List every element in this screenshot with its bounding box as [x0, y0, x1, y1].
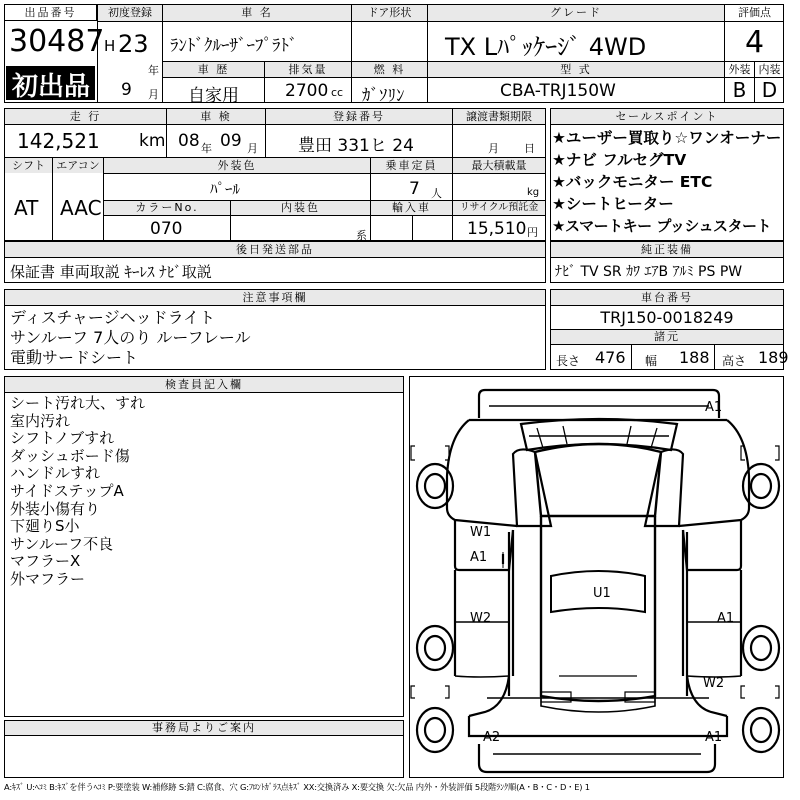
year-unit: 年	[148, 64, 159, 77]
colorno: 070	[150, 219, 183, 239]
door-label: ドア形状	[367, 6, 412, 19]
displacement: 2700	[285, 81, 329, 101]
sales-points-label: セールスポイント	[615, 110, 719, 123]
sales-point: ★スマートキー プッシュスタート	[552, 217, 772, 235]
interior-grade-label: 内装	[758, 63, 781, 76]
inspector-note: マフラーX	[10, 552, 81, 571]
history-label: 車 歴	[197, 63, 230, 76]
damage-mark-left-front-door: W1	[470, 525, 492, 540]
width: 188	[679, 348, 710, 367]
mileage-unit: km	[139, 131, 166, 151]
capacity-unit: 人	[431, 187, 442, 200]
caution-label: 注意事項欄	[242, 291, 308, 304]
damage-mark-front: A1	[705, 400, 723, 415]
caution-lines	[10, 308, 251, 368]
exterior-grade-label: 外装	[728, 63, 751, 76]
registration-label: 初度登録	[108, 6, 152, 19]
chassis-number: TRJ150-0018249	[600, 308, 734, 327]
damage-mark-right-rear-door: A1	[717, 611, 735, 626]
shift: AT	[14, 196, 39, 220]
inspection-year-unit: 年	[201, 142, 212, 155]
equipment: ﾅﾋﾞ TV SR ｶﾜ ｴｱB ｱﾙﾐ PS PW	[555, 264, 743, 280]
displacement-unit: cc	[331, 86, 344, 99]
recycle-unit: 円	[527, 226, 538, 239]
era-letter: H	[104, 37, 116, 55]
inspector-note: 下廻りS小	[10, 517, 80, 536]
sales-point: ★ナビ フルセグTV	[552, 151, 687, 169]
inspector-note: ハンドルすれ	[10, 464, 101, 483]
sales-point: ★バックモニター ETC	[552, 173, 713, 191]
inspection-year: 08	[178, 131, 200, 151]
inspector-note: シート汚れ大、すれ	[10, 394, 146, 412]
inspector-note: シフトノブすれ	[10, 429, 115, 448]
height: 189	[758, 348, 789, 367]
sales-point: ★シートヒーター	[552, 195, 674, 213]
interior-grade: D	[761, 78, 778, 102]
score-label: 評価点	[738, 6, 771, 19]
inspector-note: ダッシュボード傷	[10, 446, 130, 465]
mileage-label: 走 行	[69, 110, 102, 123]
color-label: 外装色	[217, 159, 257, 172]
equipment-label: 純正装備	[641, 243, 693, 256]
sales-point: ★ユーザー買取り☆ワンオーナー	[552, 129, 782, 147]
legend: A:ｷｽﾞ U:ﾍｺﾐ B:ｷｽﾞを伴うﾍｺﾐ P:要塗装 W:補修跡 S:錆 C:腐食、穴 G:ﾌﾛﾝﾄｶﾞﾗｽ点ｷｽﾞ XX:交換済み X:要交換 欠:欠品 内外・外装評価 5段階ﾗﾝｸ順(A・B・C・D・E) 1	[4, 782, 590, 792]
capacity-label: 乗車定員	[385, 159, 438, 172]
inspection-month-unit: 月	[247, 142, 258, 155]
car-outline-diagram	[409, 376, 784, 778]
inspector-note: 外マフラー	[10, 569, 86, 588]
recycle: 15,510	[467, 219, 527, 239]
damage-mark-right-rear: W2	[703, 676, 725, 691]
damage-mark-left-rear-door: W2	[470, 611, 492, 626]
exterior-grade: B	[732, 78, 747, 102]
loadmax-label: 最大積載量	[471, 159, 527, 172]
later-parts-label: 後日発送部品	[236, 243, 314, 256]
damage-mark-left-door: A1	[470, 550, 488, 565]
model: CBA-TRJ150W	[500, 81, 616, 101]
first-listing-text: 初出品	[11, 72, 90, 102]
score: 4	[744, 25, 765, 60]
lot-label: 出品番号	[24, 6, 77, 19]
transfer-month-unit: 月	[488, 142, 499, 155]
inspection-label: 車 検	[200, 110, 232, 123]
grade: TX Lﾊﾟｯｹｰｼﾞ 4WD	[445, 33, 647, 61]
office-label: 事務局よりご案内	[152, 721, 256, 734]
inspector-notes	[10, 395, 145, 589]
capacity: 7	[409, 179, 420, 199]
registration-year: 23	[118, 30, 149, 58]
month-unit: 月	[148, 88, 159, 101]
caution-line: 電動サードシート	[10, 348, 139, 367]
lot-number: 30487	[9, 24, 105, 59]
registration-month: 9	[121, 80, 132, 100]
aircon-label: エアコン	[56, 159, 100, 172]
recycle-label: リサイクル預託金	[459, 202, 539, 213]
length-label: 長さ	[556, 354, 581, 368]
inspector-note: サンルーフ不良	[10, 534, 114, 553]
inspection-month: 09	[220, 131, 242, 151]
displacement-label: 排気量	[288, 63, 328, 76]
plate: 豊田 331ヒ 24	[298, 136, 414, 156]
plate-label: 登録番号	[333, 110, 385, 123]
mileage: 142,521	[17, 129, 100, 153]
intcolor-unit: 系	[356, 229, 367, 242]
vehicle-info-section	[4, 108, 546, 241]
loadmax-unit: kg	[527, 187, 540, 198]
shift-label: シフト	[12, 159, 45, 172]
sales-points-list	[552, 127, 784, 237]
caution-line: サンルーフ 7人のり ルーフレール	[10, 328, 251, 347]
inspector-note: 外装小傷有り	[10, 499, 101, 518]
height-label: 高さ	[722, 354, 747, 368]
color: ﾊﾟｰﾙ	[210, 180, 241, 198]
import-label: 輸入車	[392, 201, 431, 214]
later-parts: 保証書 車両取説 ｷｰﾚｽ ﾅﾋﾞ取説	[10, 263, 212, 281]
car-name-label: 車 名	[241, 6, 273, 19]
transfer-day-unit: 日	[524, 142, 535, 155]
intcolor-label: 内装色	[281, 201, 320, 214]
damage-mark-roof: U1	[593, 586, 611, 601]
damage-mark-rear-right: A1	[705, 730, 723, 745]
caution-line: ディスチャージヘッドライト	[10, 308, 216, 327]
width-label: 幅	[645, 354, 658, 368]
length: 476	[595, 348, 626, 367]
car-name: ﾗﾝﾄﾞｸﾙｰｻﾞｰﾌﾟﾗﾄﾞ	[170, 36, 298, 56]
fuel: ｶﾞｿﾘﾝ	[362, 86, 405, 106]
chassis-label: 車台番号	[641, 291, 693, 304]
specs-label: 諸元	[654, 330, 680, 343]
transfer-label: 譲渡書類期限	[466, 110, 532, 123]
colorno-label: カラーNo.	[135, 201, 199, 214]
fuel-label: 燃 料	[373, 63, 406, 76]
aircon: AAC	[60, 196, 102, 220]
inspector-note: サイドステップA	[10, 481, 124, 500]
damage-mark-rear-left: A2	[483, 730, 501, 745]
history: 自家用	[188, 86, 239, 106]
model-label: 型 式	[560, 63, 592, 76]
grade-label: グレード	[550, 6, 602, 19]
inspector-note: 室内汚れ	[10, 411, 71, 430]
inspector-label: 検査員記入欄	[165, 378, 243, 391]
